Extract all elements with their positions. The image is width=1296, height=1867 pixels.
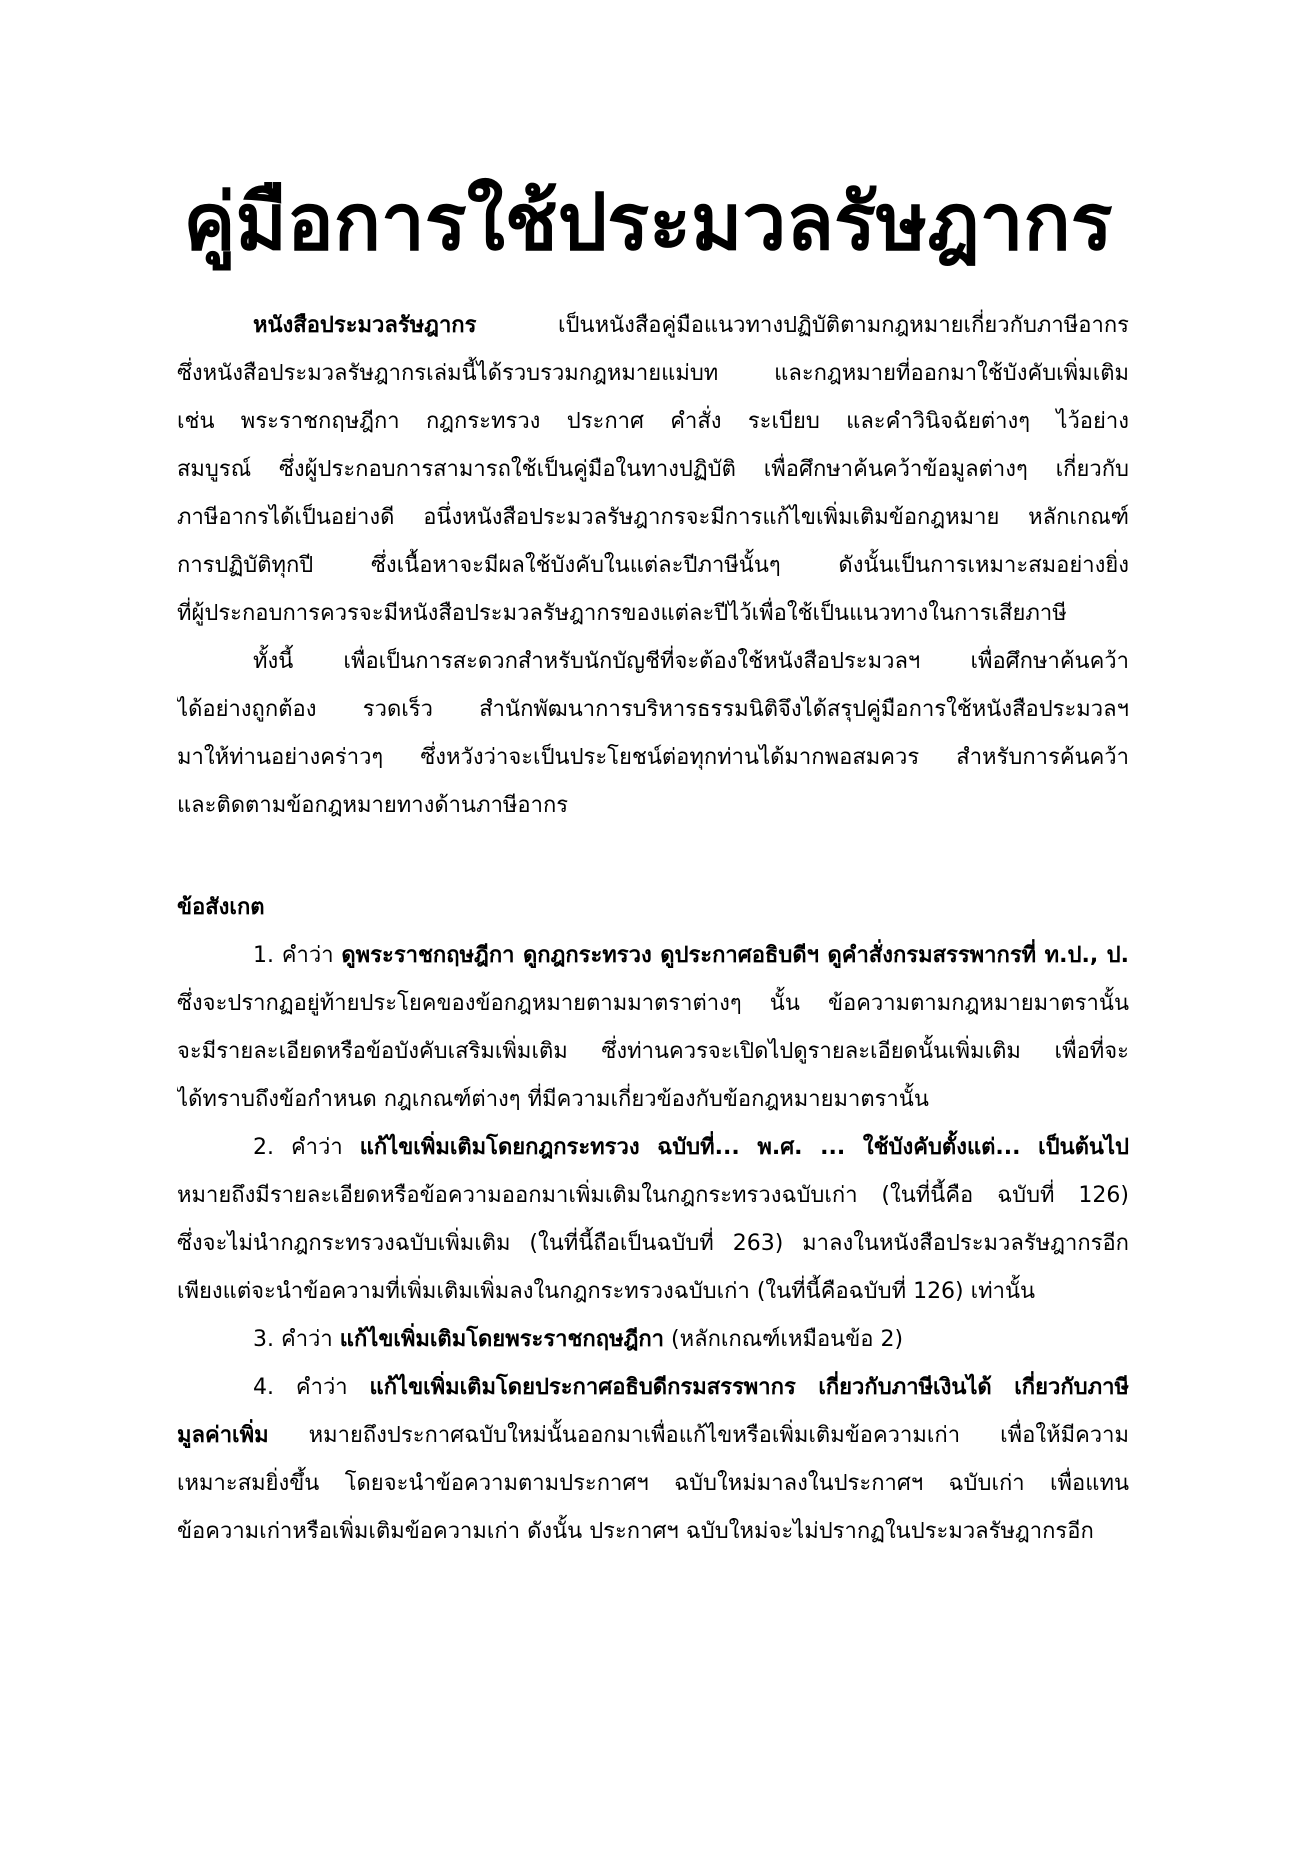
paragraph-line: เช่น พระราชกฤษฎีกา กฎกระทรวง ประกาศ คำสั่ง ระเบียบ และคำวินิจฉัยต่างๆ ไว้อย่าง — [177, 409, 1129, 434]
paragraph-line: หมายถึงมีรายละเอียดหรือข้อความออกมาเพิ่มเติมในกฎกระทรวงฉบับเก่า (ในที่นี้คือ ฉบับที่ 126) — [177, 1183, 1129, 1208]
bold-term: ดูพระราชกฤษฎีกา ดูกฎกระทรวง ดูประกาศอธิบดีฯ ดูคำสั่งกรมสรรพากรที่ ท.ป., ป. — [341, 943, 1129, 968]
page-title: คู่มือการใช้ประมวลรัษฎากร — [183, 178, 1113, 268]
bold-term: แก้ไขเพิ่มเติมโดยประกาศอธิบดีกรมสรรพากร เกี่ยวกับภาษีเงินได้ เกี่ยวกับภาษี — [369, 1375, 1129, 1400]
note-item-1 — [177, 932, 1129, 1124]
paragraph-line: 3. คำว่า แก้ไขเพิ่มเติมโดยพระราชกฤษฎีกา (หลักเกณฑ์เหมือนข้อ 2) — [253, 1327, 904, 1352]
document-body — [177, 302, 1129, 1556]
section-spacer — [177, 830, 1129, 884]
paragraph-line: ได้อย่างถูกต้อง รวดเร็ว สำนักพัฒนาการบริหารธรรมนิติจึงได้สรุปคู่มือการใช้หนังสือประมวลฯ — [177, 697, 1129, 722]
paragraph-line: ข้อความเก่าหรือเพิ่มเติมข้อความเก่า ดังนั้น ประกาศฯ ฉบับใหม่จะไม่ปรากฏในประมวลรัษฎากรอีก — [177, 1519, 1094, 1544]
paragraph-line: 4. คำว่า แก้ไขเพิ่มเติมโดยประกาศอธิบดีกรมสรรพากร เกี่ยวกับภาษีเงินได้ เกี่ยวกับภาษี — [253, 1375, 1129, 1400]
paragraph-line: มูลค่าเพิ่ม หมายถึงประกาศฉบับใหม่นั้นออกมาเพื่อแก้ไขหรือเพิ่มเติมข้อความเก่า เพื่อให้มีความ — [177, 1423, 1129, 1448]
paragraph-line: ทั้งนี้ เพื่อเป็นการสะดวกสำหรับนักบัญชีที่จะต้องใช้หนังสือประมวลฯ เพื่อศึกษาค้นคว้า — [253, 649, 1129, 674]
paragraph-line: ซึ่งจะไม่นำกฎกระทรวงฉบับเพิ่มเติม (ในที่นี้ถือเป็นฉบับที่ 263) มาลงในหนังสือประมวลรัษฎากรอีก — [177, 1231, 1129, 1256]
paragraph-line: ที่ผู้ประกอบการควรจะมีหนังสือประมวลรัษฎากรของแต่ละปีไว้เพื่อใช้เป็นแนวทางในการเสียภาษี — [177, 601, 1067, 626]
paragraph-line: จะมีรายละเอียดหรือข้อบังคับเสริมเพิ่มเติม ซึ่งท่านควรจะเปิดไปดูรายละเอียดนั้นเพิ่มเติม เพื่อที่จะ — [177, 1039, 1129, 1064]
paragraph-line: ภาษีอากรได้เป็นอย่างดี อนึ่งหนังสือประมวลรัษฎากรจะมีการแก้ไขเพิ่มเติมข้อกฎหมาย หลักเกณฑ์ — [177, 505, 1129, 530]
bold-term: แก้ไขเพิ่มเติมโดยกฎกระทรวง ฉบับที่... พ.ศ. ... ใช้บังคับตั้งแต่... เป็นต้นไป — [359, 1135, 1129, 1160]
note-item-4 — [177, 1364, 1129, 1556]
paragraph-line: สมบูรณ์ ซึ่งผู้ประกอบการสามารถใช้เป็นคู่มือในทางปฏิบัติ เพื่อศึกษาค้นคว้าข้อมูลต่างๆ เกี่ยวกับ — [177, 457, 1129, 482]
notes-heading: ข้อสังเกต — [177, 895, 265, 920]
paragraph-line: เหมาะสมยิ่งขึ้น โดยจะนำข้อความตามประกาศฯ ฉบับใหม่มาลงในประกาศฯ ฉบับเก่า เพื่อแทน — [177, 1471, 1129, 1496]
intro-paragraph-2 — [177, 638, 1129, 830]
bold-term: หนังสือประมวลรัษฎากร — [253, 313, 477, 338]
bold-term: แก้ไขเพิ่มเติมโดยพระราชกฤษฎีกา — [339, 1327, 665, 1352]
paragraph-line: 1. คำว่า ดูพระราชกฤษฎีกา ดูกฎกระทรวง ดูประกาศอธิบดีฯ ดูคำสั่งกรมสรรพากรที่ ท.ป., ป. — [253, 943, 1129, 968]
bold-term: มูลค่าเพิ่ม — [177, 1423, 269, 1448]
paragraph-line: และติดตามข้อกฎหมายทางด้านภาษีอากร — [177, 793, 569, 818]
paragraph-line: การปฏิบัติทุกปี ซึ่งเนื้อหาจะมีผลใช้บังคับในแต่ละปีภาษีนั้นๆ ดังนั้นเป็นการเหมาะสมอย่างยิ่ง — [177, 553, 1129, 578]
paragraph-line: มาให้ท่านอย่างคร่าวๆ ซึ่งหวังว่าจะเป็นประโยชน์ต่อทุกท่านได้มากพอสมควร สำหรับการค้นคว้า — [177, 745, 1129, 770]
paragraph-line: หนังสือประมวลรัษฎากร เป็นหนังสือคู่มือแนวทางปฏิบัติตามกฎหมายเกี่ยวกับภาษีอากร — [253, 313, 1129, 338]
paragraph-line: เพียงแต่จะนำข้อความที่เพิ่มเติมเพิ่มลงในกฎกระทรวงฉบับเก่า (ในที่นี้คือฉบับที่ 126) เท่านั้น — [177, 1279, 1036, 1304]
paragraph-line: ได้ทราบถึงข้อกำหนด กฎเกณฑ์ต่างๆ ที่มีความเกี่ยวข้องกับข้อกฎหมายมาตรานั้น — [177, 1087, 929, 1112]
intro-paragraph-1 — [177, 302, 1129, 638]
paragraph-line: ซึ่งจะปรากฏอยู่ท้ายประโยคของข้อกฎหมายตามมาตราต่างๆ นั้น ข้อความตามกฎหมายมาตรานั้น — [177, 991, 1129, 1016]
paragraph-line: ซึ่งหนังสือประมวลรัษฎากรเล่มนี้ได้รวบรวมกฎหมายแม่บท และกฎหมายที่ออกมาใช้บังคับเพิ่มเติม — [177, 361, 1129, 386]
note-item-3 — [177, 1316, 1129, 1364]
paragraph-line: 2. คำว่า แก้ไขเพิ่มเติมโดยกฎกระทรวง ฉบับที่... พ.ศ. ... ใช้บังคับตั้งแต่... เป็นต้นไป — [253, 1135, 1129, 1160]
note-item-2 — [177, 1124, 1129, 1316]
